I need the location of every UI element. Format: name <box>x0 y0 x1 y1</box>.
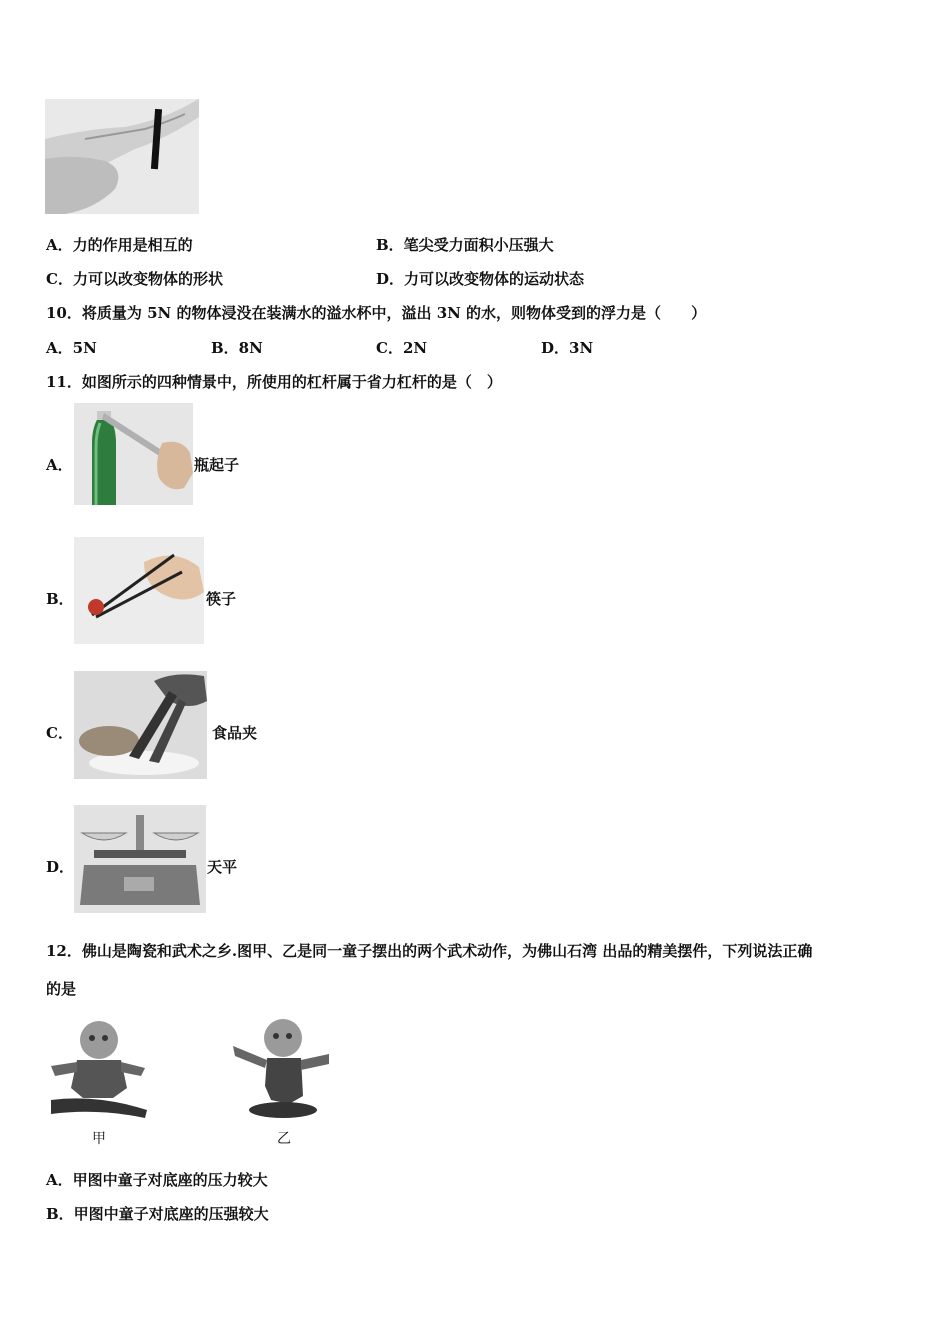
q10-option-b[interactable]: B．8N <box>211 339 263 357</box>
finger-pen-figure <box>45 99 199 214</box>
q11-option-d-caption: 天平 <box>207 858 238 876</box>
q11-option-b-letter[interactable]: B． <box>46 590 74 608</box>
figure-yi-statue <box>231 1016 331 1120</box>
q10-stem: 10．将质量为 5N 的物体浸没在装满水的溢水杯中，溢出 3N 的水，则物体受到的浮力是（ ） <box>46 304 707 322</box>
bottle-opener-image <box>74 403 193 505</box>
q10-option-a[interactable]: A．5N <box>46 339 97 357</box>
q11-option-a-caption: 瓶起子 <box>194 456 240 474</box>
q12-stem-line-2: 的是 <box>46 980 77 998</box>
q9-option-a[interactable]: A．力的作用是相互的 <box>46 236 193 254</box>
q9-option-c[interactable]: C．力可以改变物体的形状 <box>46 270 223 288</box>
q10-option-c[interactable]: C．2N <box>376 339 428 357</box>
food-tongs-image <box>74 671 207 779</box>
q9-option-b[interactable]: B．笔尖受力面积小压强大 <box>376 236 554 254</box>
figure-jia-statue <box>47 1018 149 1125</box>
q11-option-c-letter[interactable]: C． <box>46 724 73 742</box>
q12-option-a[interactable]: A．甲图中童子对底座的压力较大 <box>46 1171 268 1189</box>
figure-label-yi: 乙 <box>277 1131 291 1147</box>
q12-option-b[interactable]: B．甲图中童子对底座的压强较大 <box>46 1205 269 1223</box>
q11-option-b-caption: 筷子 <box>206 590 237 608</box>
q9-option-d[interactable]: D．力可以改变物体的运动状态 <box>376 270 585 288</box>
q10-option-d[interactable]: D．3N <box>541 339 594 357</box>
figure-label-jia: 甲 <box>92 1131 106 1147</box>
q11-option-d-letter[interactable]: D． <box>46 858 75 876</box>
q12-stem-line-1: 12．佛山是陶瓷和武术之乡.图甲、乙是同一童子摆出的两个武术动作，为佛山石湾 出品的精美摆件，下列说法正确 <box>46 942 813 960</box>
chopsticks-image <box>74 537 204 644</box>
balance-scale-image <box>74 805 206 913</box>
q11-stem: 11．如图所示的四种情景中，所使用的杠杆属于省力杠杆的是（ ） <box>46 373 502 391</box>
q11-option-c-caption: 食品夹 <box>212 724 258 742</box>
q11-option-a-letter[interactable]: A． <box>46 456 73 474</box>
